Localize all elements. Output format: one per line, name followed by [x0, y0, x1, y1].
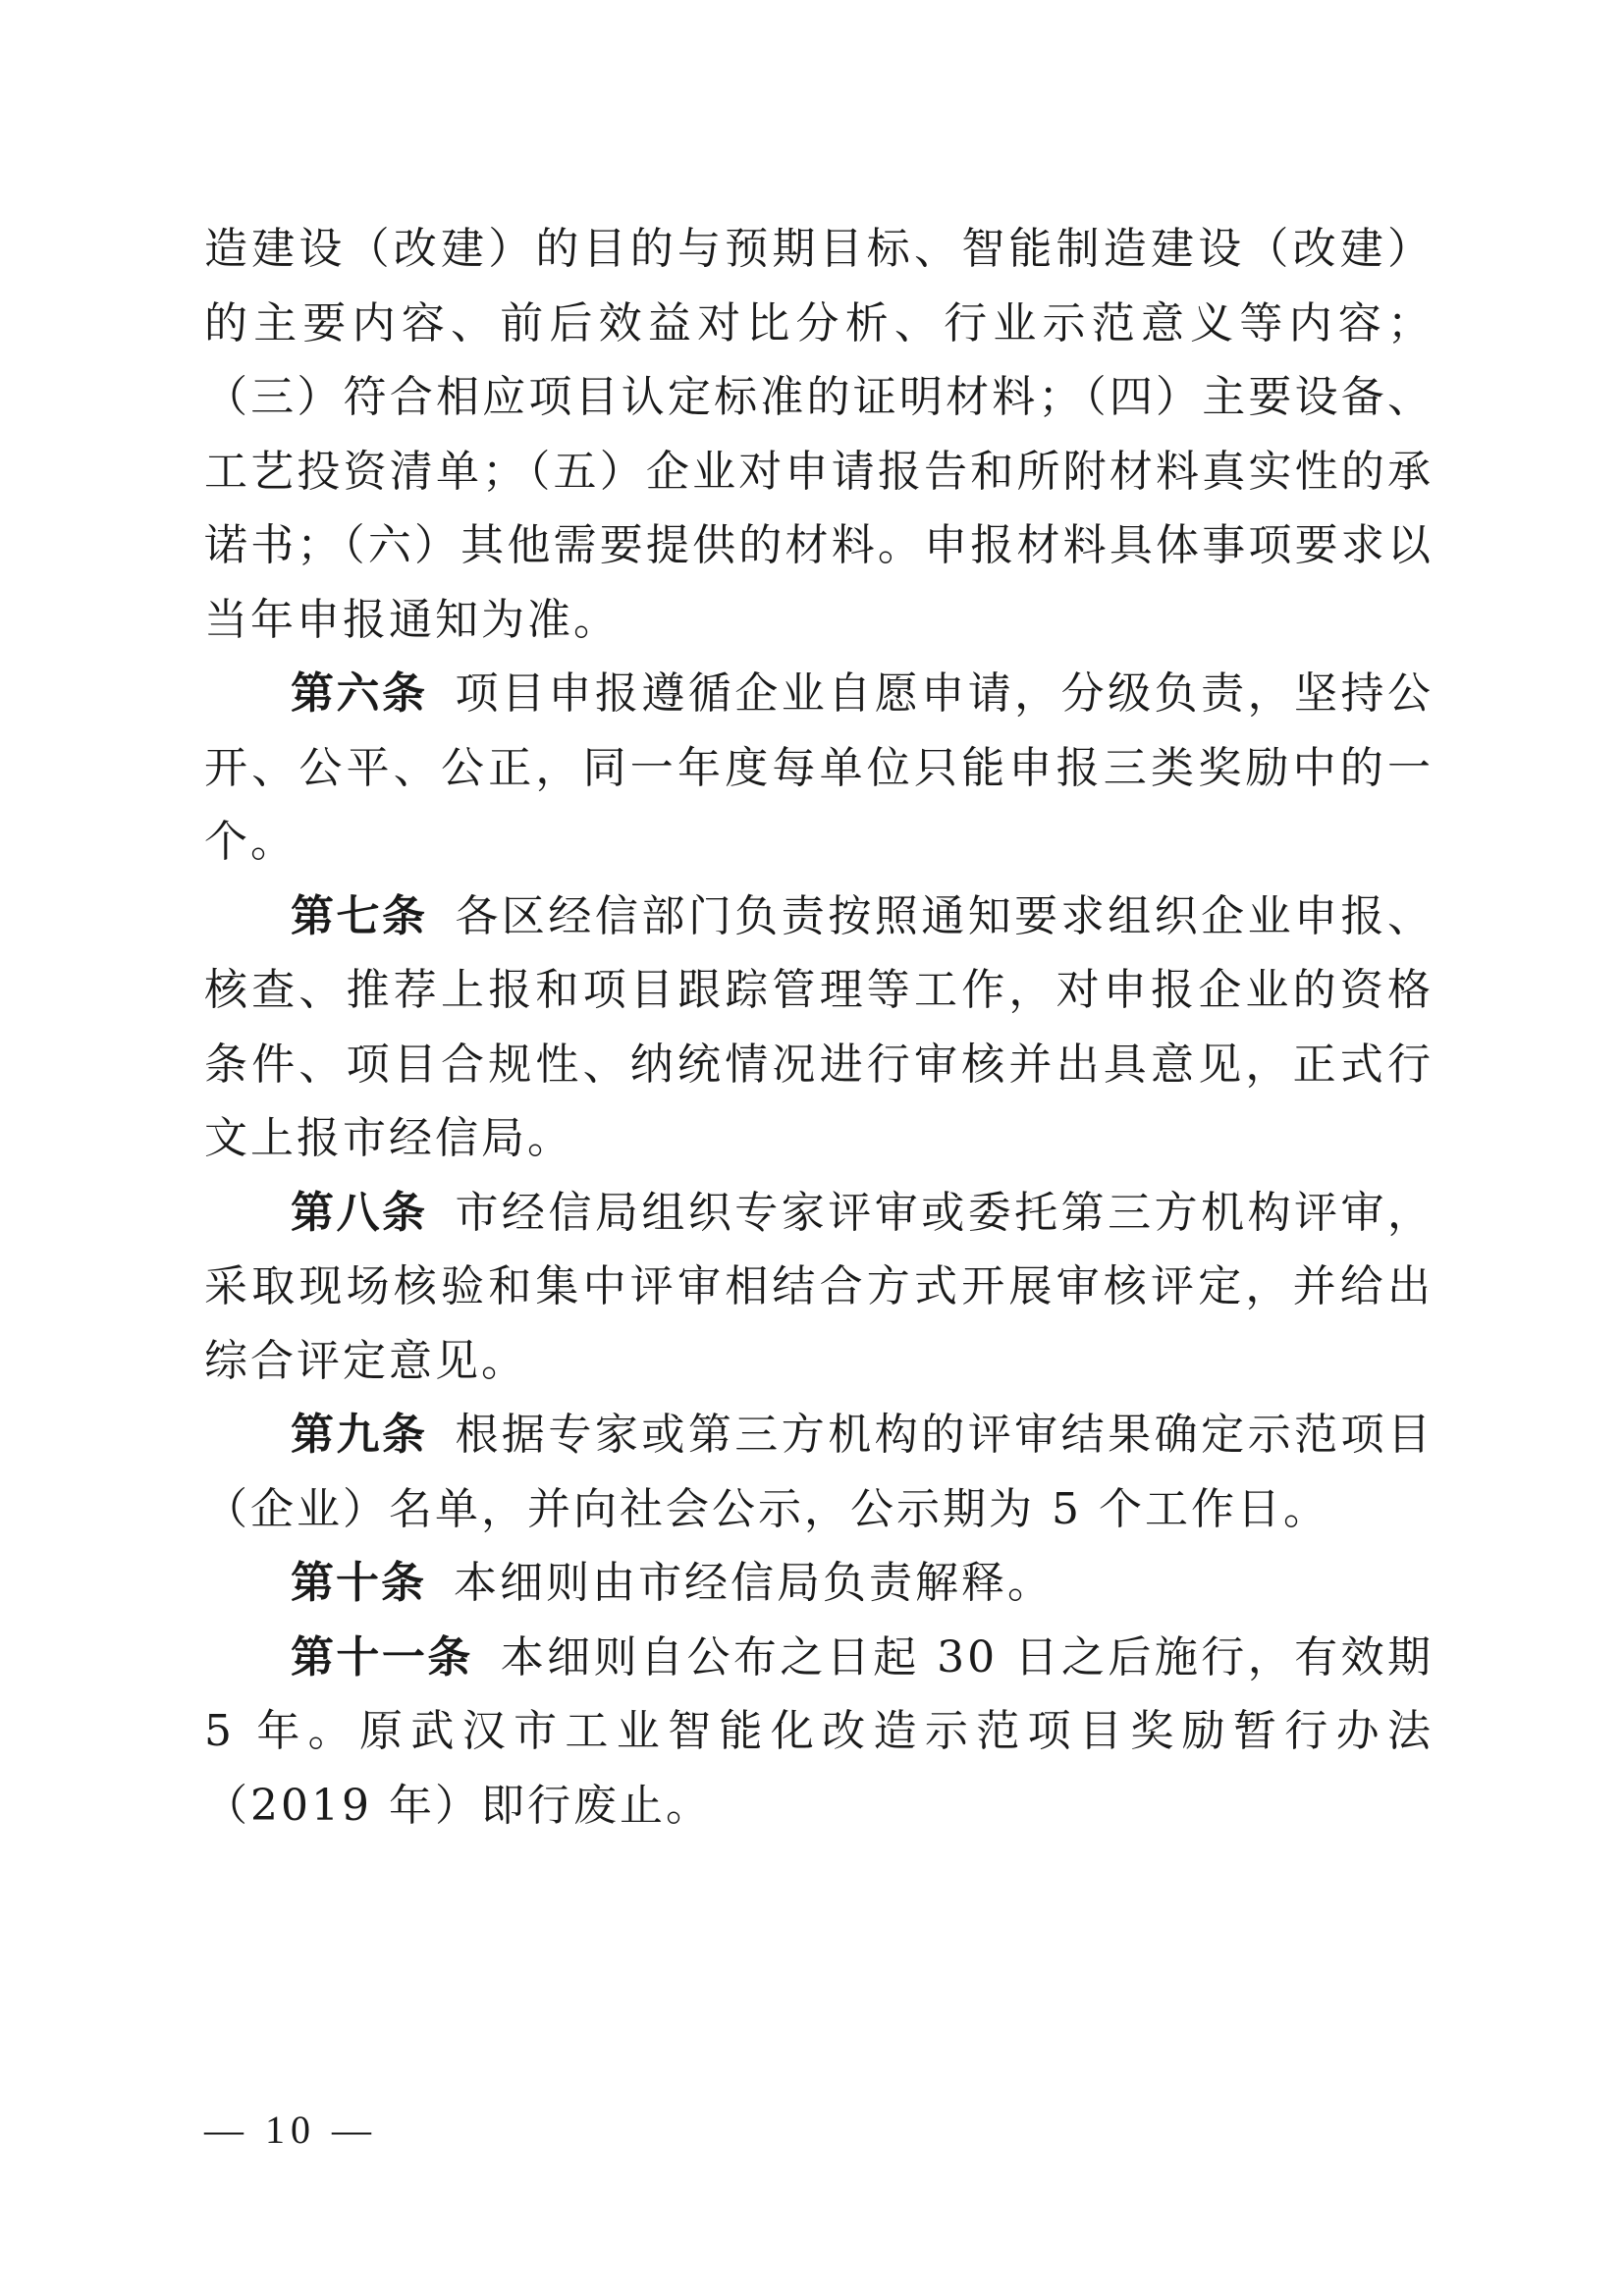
article-8-text: 市经信局组织专家评审或委托第三方机构评审，采取现场核验和集中评审相结合方式开展审核评定，并给出综合评定意见。 [204, 1187, 1435, 1386]
article-7-label: 第七条 [291, 890, 428, 941]
article-6 [204, 657, 1434, 880]
article-7 [204, 880, 1434, 1176]
article-9-text: 根据专家或第三方机构的评审结果确定示范项目（企业）名单，并向社会公示，公示期为 5 个工作日。 [204, 1410, 1435, 1534]
article-10-text: 本细则由市经信局负责解释。 [454, 1558, 1054, 1608]
document-body [204, 212, 1434, 1842]
article-11-text: 本细则自公布之日起 30 日之后施行，有效期 5 年。原武汉市工业智能化改造示范项目奖励暂行办法（2019 年）即行废止。 [204, 1631, 1434, 1831]
continuation-paragraph: 造建设（改建）的目的与预期目标、智能制造建设（改建）的主要内容、前后效益对比分析、行业示范意义等内容；（三）符合相应项目认定标准的证明材料；（四）主要设备、工艺投资清单；（五）企业对申请报告和所附材料真实性的承诺书；（六）其他需要提供的材料。申报材料具体事项要求以当年申报通知为准。 [204, 224, 1434, 645]
article-10 [204, 1546, 1434, 1621]
article-11-label: 第十一条 [291, 1631, 473, 1682]
article-9 [204, 1398, 1434, 1546]
page-number: — 10 — [204, 2108, 377, 2152]
article-7-text: 各区经信部门负责按照通知要求组织企业申报、核查、推荐上报和项目跟踪管理等工作，对申报企业的资格条件、项目合规性、纳统情况进行审核并出具意见，正式行文上报市经信局。 [204, 890, 1435, 1163]
article-8-label: 第八条 [291, 1187, 428, 1238]
article-11 [204, 1621, 1434, 1843]
article-6-text: 项目申报遵循企业自愿申请，分级负责，坚持公开、公平、公正，同一年度每单位只能申报三类奖励中的一个。 [204, 668, 1435, 867]
article-6-label: 第六条 [291, 668, 428, 719]
article-10-label: 第十条 [291, 1558, 426, 1608]
article-8 [204, 1176, 1434, 1399]
article-9-label: 第九条 [291, 1410, 428, 1460]
